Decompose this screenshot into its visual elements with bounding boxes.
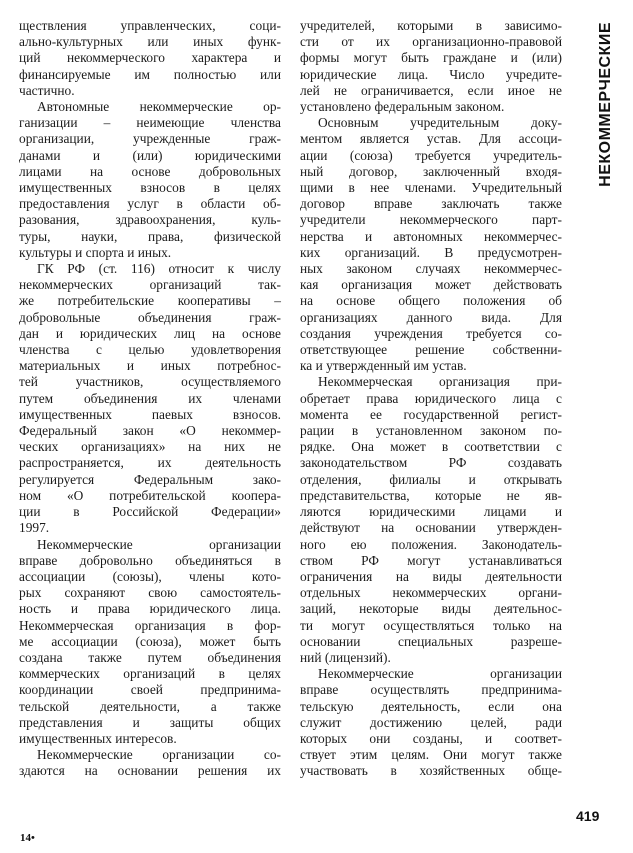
- text-line: путем объединения их членами: [19, 390, 281, 406]
- text-line: ществления управленческих, соци-: [19, 18, 281, 33]
- text-line: заций, некоторые виды деятельнос-: [300, 601, 562, 617]
- text-line: юридические лица. Число учредите-: [300, 66, 562, 82]
- text-line: Автономные некоммерческие ор-: [37, 99, 281, 115]
- text-line: ного ею положения. Законодатель-: [300, 536, 562, 552]
- text-line: вправе осуществлять предпринима-: [300, 682, 562, 698]
- text-line: рых сохраняют свою самостоятель-: [19, 585, 281, 601]
- text-line: представления и защиты общих: [19, 714, 281, 730]
- text-line: ций некоммерческого характера и: [19, 50, 281, 66]
- text-line: организации, учрежденные граж-: [19, 131, 281, 147]
- text-line: 1997.: [19, 520, 50, 536]
- text-line: обретает права юридического лица с: [300, 390, 562, 406]
- text-line: здаются на основании решения их: [19, 763, 281, 779]
- text-line: ограничения на виды деятельности: [300, 568, 562, 584]
- text-line: учредители некоммерческого парт-: [300, 212, 562, 228]
- text-line: установлено федеральным законом.: [300, 99, 505, 115]
- text-line: координации своей предпринима-: [19, 682, 281, 698]
- text-line: Некоммерческие организации со-: [37, 747, 281, 763]
- text-line: ально-культурных или иных функ-: [19, 34, 281, 50]
- text-line: Некоммерческие организации: [37, 536, 281, 552]
- text-line: Федеральный закон «О некоммер-: [19, 423, 281, 439]
- text-line: имущественных паевых взносов.: [19, 406, 281, 422]
- text-line: предоставления услуг в области об-: [19, 196, 281, 212]
- text-line: тельской деятельности, а также: [19, 698, 281, 714]
- text-line: ном «О потребительской коопера-: [19, 487, 281, 503]
- page-number: 419: [576, 808, 600, 824]
- text-line: тельскую деятельность, если она: [300, 698, 562, 714]
- text-line: участвовать в хозяйственных обще-: [300, 763, 562, 779]
- text-line: ких организаций. В предусмотрен-: [300, 244, 562, 260]
- text-line: имущественных интересов.: [19, 730, 177, 746]
- text-line: финансируемые им полностью или: [19, 66, 281, 82]
- text-line: лицами на основе добровольных: [19, 163, 281, 179]
- text-line: Некоммерческая организация в фор-: [19, 617, 281, 633]
- text-line: ответствующее решение собственни-: [300, 342, 562, 358]
- running-header: НЕКОММЕРЧЕСКИЕ: [597, 22, 614, 187]
- text-line: коммерческих организаций в целях: [19, 666, 281, 682]
- text-line: ний (лицензий).: [300, 649, 391, 665]
- text-line: организациях данного вида. Для: [300, 309, 562, 325]
- text-line: основании специальных разреше-: [300, 633, 562, 649]
- text-line: ка и утвержденный им устав.: [300, 358, 467, 374]
- text-line: создана также путем объединения: [19, 649, 281, 665]
- text-line: материальных и иных потребнос-: [19, 358, 281, 374]
- text-line: некоммерческих организаций так-: [19, 277, 281, 293]
- text-line: законодательством РФ создавать: [300, 455, 562, 471]
- text-line: которых они созданы, и соответ-: [300, 730, 562, 746]
- text-line: ассоциации (союзы), члены кото-: [19, 568, 281, 584]
- text-line: ных законом случаях некоммерчес-: [300, 261, 562, 277]
- text-line: имущественных взносов в целях: [19, 180, 281, 196]
- text-line: ГК РФ (ст. 116) относит к числу: [37, 261, 281, 277]
- text-line: регулируется Федеральным зако-: [19, 471, 281, 487]
- text-line: добровольные объединения граж-: [19, 309, 281, 325]
- text-line: отдельных некоммерческих органи-: [300, 585, 562, 601]
- text-line: рядке. Она может в соответствии с: [300, 439, 562, 455]
- text-line: щими в нее членами. Учредительный: [300, 180, 562, 196]
- text-line: вправе добровольно объединяться в: [19, 552, 281, 568]
- text-line: ством РФ могут устанавливаться: [300, 552, 562, 568]
- text-line: данами и (или) юридическими: [19, 147, 281, 163]
- text-line: момента ее государственной регист-: [300, 406, 562, 422]
- text-line: учредителей, которыми в зависимо-: [300, 18, 562, 33]
- text-line: создания учреждения требуется со-: [300, 325, 562, 341]
- text-line: культуры и спорта и иных.: [19, 244, 172, 260]
- text-line: лей не ограничивается, если иное не: [300, 82, 562, 98]
- text-line: ме ассоциации (союза), может быть: [19, 633, 281, 649]
- text-line: ментом является устав. Для ассоци-: [300, 131, 562, 147]
- text-line: ти могут осуществляться только на: [300, 617, 562, 633]
- text-line: туры, науки, права, физической: [19, 228, 281, 244]
- text-line: членства с целью удовлетворения: [19, 342, 281, 358]
- text-line: Некоммерческие организации: [318, 666, 562, 682]
- text-line: ганизации – неимеющие членства: [19, 115, 281, 131]
- text-line: дан и юридических лиц на основе: [19, 325, 281, 341]
- text-line: частично.: [19, 82, 75, 98]
- text-line: действуют на основании утвержден-: [300, 520, 562, 536]
- text-line: ации (союза) требуется учредитель-: [300, 147, 562, 163]
- text-line: ции в Российской Федерации»: [19, 504, 281, 520]
- text-line: ческих организациях» на них не: [19, 439, 281, 455]
- text-line: ляются юридическими лицами и: [300, 504, 562, 520]
- right-text-column: [300, 18, 562, 780]
- text-line: нерства и автономных некоммерчес-: [300, 228, 562, 244]
- left-text-column: [19, 18, 281, 780]
- text-line: договор вправе заключать также: [300, 196, 562, 212]
- text-line: формы могут быть граждане и (или): [300, 50, 562, 66]
- text-line: тей участников, осуществляемого: [19, 374, 281, 390]
- text-line: служит достижению целей, ради: [300, 714, 562, 730]
- text-line: ный договор, заключенный входя-: [300, 163, 562, 179]
- text-line: представительства, которые не яв-: [300, 487, 562, 503]
- text-line: сти от их организационно-правовой: [300, 34, 562, 50]
- text-line: кая организация может действовать: [300, 277, 562, 293]
- text-line: Основным учредительным доку-: [318, 115, 562, 131]
- text-line: рации в установленном законом по-: [300, 423, 562, 439]
- text-line: Некоммерческая организация при-: [318, 374, 562, 390]
- signature-mark: 14•: [20, 832, 35, 844]
- text-line: распространяется, их деятельность: [19, 455, 281, 471]
- text-line: разования, здравоохранения, куль-: [19, 212, 281, 228]
- text-line: ность и права юридического лица.: [19, 601, 281, 617]
- text-line: же потребительские кооперативы –: [19, 293, 281, 309]
- text-line: ствует этим целям. Они могут также: [300, 747, 562, 763]
- text-line: отделения, филиалы и открывать: [300, 471, 562, 487]
- text-line: на основе общего положения об: [300, 293, 562, 309]
